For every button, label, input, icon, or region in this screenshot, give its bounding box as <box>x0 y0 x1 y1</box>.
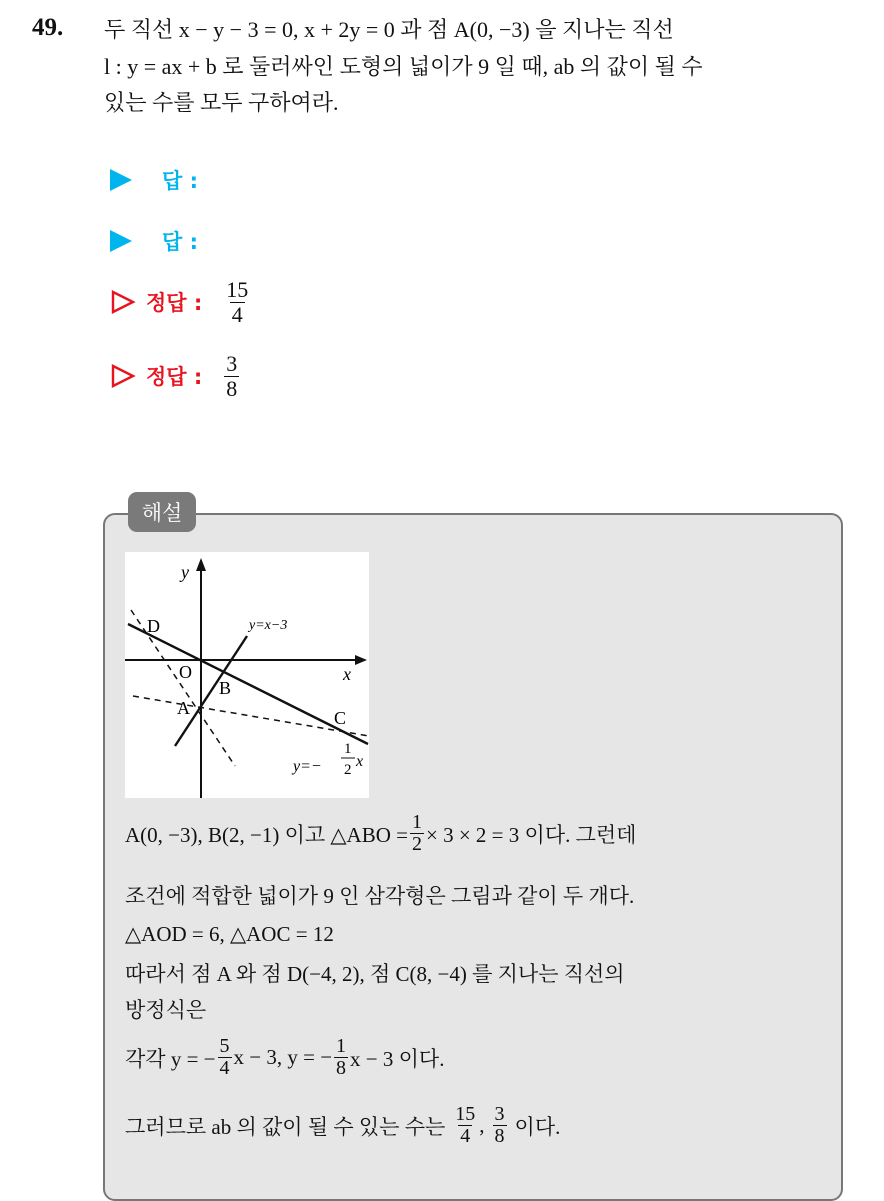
answer-row-1[interactable] <box>110 160 198 200</box>
answer-row-2[interactable] <box>110 221 198 261</box>
denominator: 8 <box>226 375 238 401</box>
line-y-minus-half-x <box>128 624 368 744</box>
line-label-prefix: y=− <box>293 758 322 775</box>
fraction <box>334 1036 348 1079</box>
denominator: 8 <box>494 1125 505 1147</box>
point-c-label: C <box>334 708 347 728</box>
correct-answer-row-1 <box>110 277 252 327</box>
denominator: 4 <box>460 1125 471 1147</box>
solution-text: A(0, −3), B(2, −1) 이고 △ABO = <box>125 822 408 847</box>
solution-line-3: △AOD = 6, △AOC = 12 <box>125 922 334 946</box>
solution-text: 그러므로 ab 의 값이 될 수 있는 수는 <box>125 1114 446 1139</box>
outline-triangle-icon <box>110 289 136 315</box>
play-triangle-icon <box>110 230 132 252</box>
line-label-numerator: 1 <box>344 741 352 757</box>
question-number: 49. <box>32 14 64 41</box>
numerator: 1 <box>412 811 422 833</box>
answer-label: 답 : <box>162 230 198 254</box>
denominator: 4 <box>231 301 243 327</box>
fraction <box>493 1104 507 1147</box>
outline-triangle-icon <box>110 363 136 389</box>
question-text-line-2: l : y = ax + b 로 둘러싸인 도형의 넓이가 9 일 때, ab 의 값이 될 수 <box>104 54 703 79</box>
numerator: 5 <box>219 1035 230 1057</box>
x-axis-label: x <box>343 664 351 684</box>
fraction <box>453 1104 477 1147</box>
question-text-line-3: 있는 수를 모두 구하여라. <box>104 90 339 115</box>
solution-line-5: 방정식은 <box>125 998 207 1022</box>
play-triangle-icon <box>110 169 132 191</box>
solution-line-7 <box>125 1104 560 1147</box>
numerator: 3 <box>494 1103 505 1125</box>
solution-graph <box>125 552 369 798</box>
denominator: 4 <box>219 1057 230 1079</box>
solution-line-2: 조건에 적합한 넓이가 9 인 삼각형은 그림과 같이 두 개다. <box>125 884 635 908</box>
solution-text: x − 3, y = − <box>233 1045 333 1069</box>
solution-text: × 3 × 2 = 3 이다. 그런데 <box>426 822 637 847</box>
point-b-label: B <box>219 678 232 698</box>
separator: , <box>479 1113 485 1137</box>
y-axis-label: y <box>181 562 189 582</box>
point-a-label: A <box>177 698 190 718</box>
answer-label: 답 : <box>162 169 198 193</box>
point-d-label: D <box>147 616 160 636</box>
solution-text: 각각 y = − <box>125 1046 216 1071</box>
correct-answer-label: 정답 : <box>146 291 203 315</box>
solution-text: x − 3 이다. <box>350 1046 445 1071</box>
solution-line-1 <box>125 812 636 855</box>
numerator: 3 <box>226 351 238 377</box>
correct-answer-fraction <box>224 352 239 399</box>
line-label-y-x-minus-3: y=x−3 <box>249 618 288 633</box>
fraction <box>218 1036 232 1079</box>
denominator: 2 <box>412 833 422 855</box>
correct-answer-row-2 <box>110 351 241 401</box>
correct-answer-fraction <box>224 278 250 325</box>
fraction <box>410 812 424 855</box>
origin-label: O <box>179 662 192 682</box>
question-text-line-1: 두 직선 x − y − 3 = 0, x + 2y = 0 과 점 A(0, −3) 을 지나는 직선 <box>104 17 674 42</box>
line-label-denominator: 2 <box>344 762 352 778</box>
y-axis-arrow-icon <box>196 558 206 571</box>
solution-text: 이다. <box>514 1114 561 1139</box>
x-axis-arrow-icon <box>355 655 367 665</box>
solution-line-4: 따라서 점 A 와 점 D(−4, 2), 점 C(8, −4) 를 지나는 직선의 <box>125 962 625 986</box>
denominator: 8 <box>336 1057 347 1079</box>
numerator: 15 <box>226 277 249 303</box>
numerator: 15 <box>455 1103 476 1125</box>
solution-line-6 <box>125 1036 444 1079</box>
solution-tab: 해설 <box>128 492 196 532</box>
numerator: 1 <box>336 1035 347 1057</box>
correct-answer-label: 정답 : <box>146 365 203 389</box>
line-label-suffix: x <box>356 753 364 770</box>
